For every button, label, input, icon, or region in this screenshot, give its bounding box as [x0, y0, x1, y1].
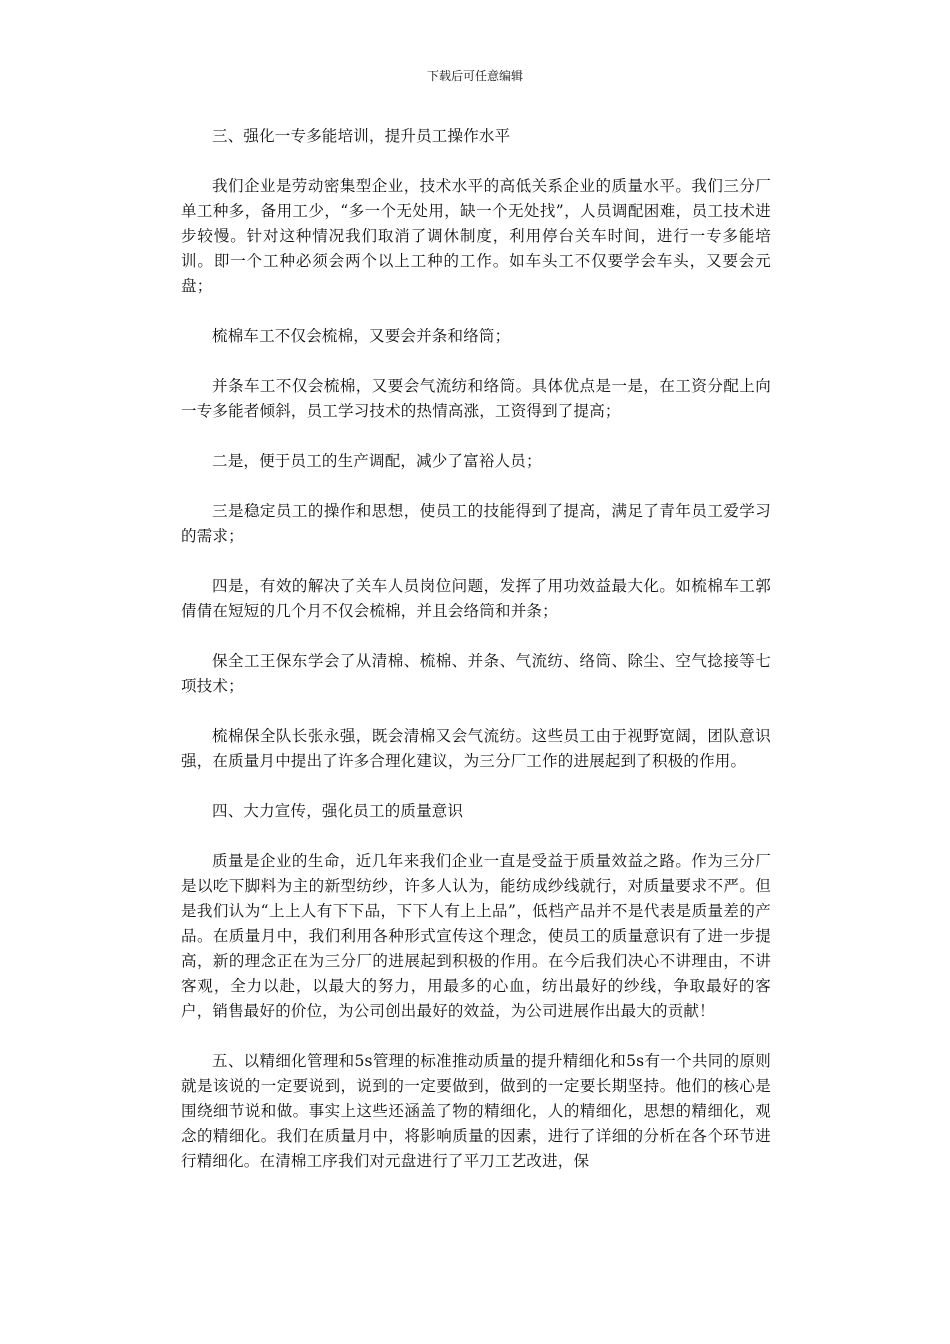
paragraph: 梳棉车工不仅会梳棉，又要会并条和络筒；	[212, 327, 511, 345]
document-body	[181, 124, 771, 1199]
section-heading-3: 三、强化一专多能培训，提升员工操作水平	[212, 127, 511, 145]
paragraph: 并条车工不仅会梳棉，又要会气流纺和络筒。具体优点是一是，在工资分配上向一专多能者倾斜，员工学习技术的热情高涨，工资得到了提高；	[181, 377, 771, 420]
paragraph: 我们企业是劳动密集型企业，技术水平的高低关系企业的质量水平。我们三分厂单工种多，备用工少，“多一个无处用，缺一个无处找”，人员调配困难，员工技术进步较慢。针对这种情况我们取消了调休制度，利用停台关车时间，进行一专多能培训。即一个工种必须会两个以上工种的工作。如车头工不仅要学会车头，又要会元盘；	[181, 177, 771, 295]
paragraph: 二是，便于员工的生产调配，减少了富裕人员；	[212, 452, 542, 470]
paragraph: 保全工王保东学会了从清棉、梳棉、并条、气流纺、络筒、除尘、空气捻接等七项技术；	[181, 652, 771, 695]
page-header: 下载后可任意编辑	[426, 69, 523, 83]
paragraph: 四是，有效的解决了关车人员岗位问题，发挥了用功效益最大化。如梳棉车工郭倩倩在短短的几个月不仅会梳棉，并且会络筒和并条；	[181, 577, 771, 620]
paragraph: 质量是企业的生命，近几年来我们企业一直是受益于质量效益之路。作为三分厂是以吃下脚料为主的新型纺纱，许多人认为，能纺成纱线就行，对质量要求不严。但是我们认为“上上人有下下品，下下人有上上品”，低档产品并不是代表是质量差的产品。在质量月中，我们利用各种形式宣传这个理念，使员工的质量意识有了进一步提高，新的理念正在为三分厂的进展起到积极的作用。在今后我们决心不讲理由，不讲客观，全力以赴，以最大的努力，用最多的心血，纺出最好的纱线，争取最好的客户，销售最好的价位，为公司创出最好的效益，为公司进展作出最大的贡献！	[181, 852, 771, 1020]
paragraph: 五、以精细化管理和5s管理的标准推动质量的提升精细化和5s有一个共同的原则就是该说的一定要说到，说到的一定要做到，做到的一定要长期坚持。他们的核心是围绕细节说和做。事实上这些还涵盖了物的精细化，人的精细化，思想的精细化，观念的精细化。我们在质量月中，将影响质量的因素，进行了详细的分析在各个环节进行精细化。在清棉工序我们对元盘进行了平刀工艺改进，保	[181, 1052, 771, 1170]
paragraph: 三是稳定员工的操作和思想，使员工的技能得到了提高，满足了青年员工爱学习的需求；	[181, 502, 771, 545]
paragraph: 梳棉保全队长张永强，既会清棉又会气流纺。这些员工由于视野宽阔，团队意识强，在质量月中提出了许多合理化建议，为三分厂工作的进展起到了积极的作用。	[181, 727, 771, 770]
section-heading-4: 四、大力宣传，强化员工的质量意识	[212, 802, 464, 820]
